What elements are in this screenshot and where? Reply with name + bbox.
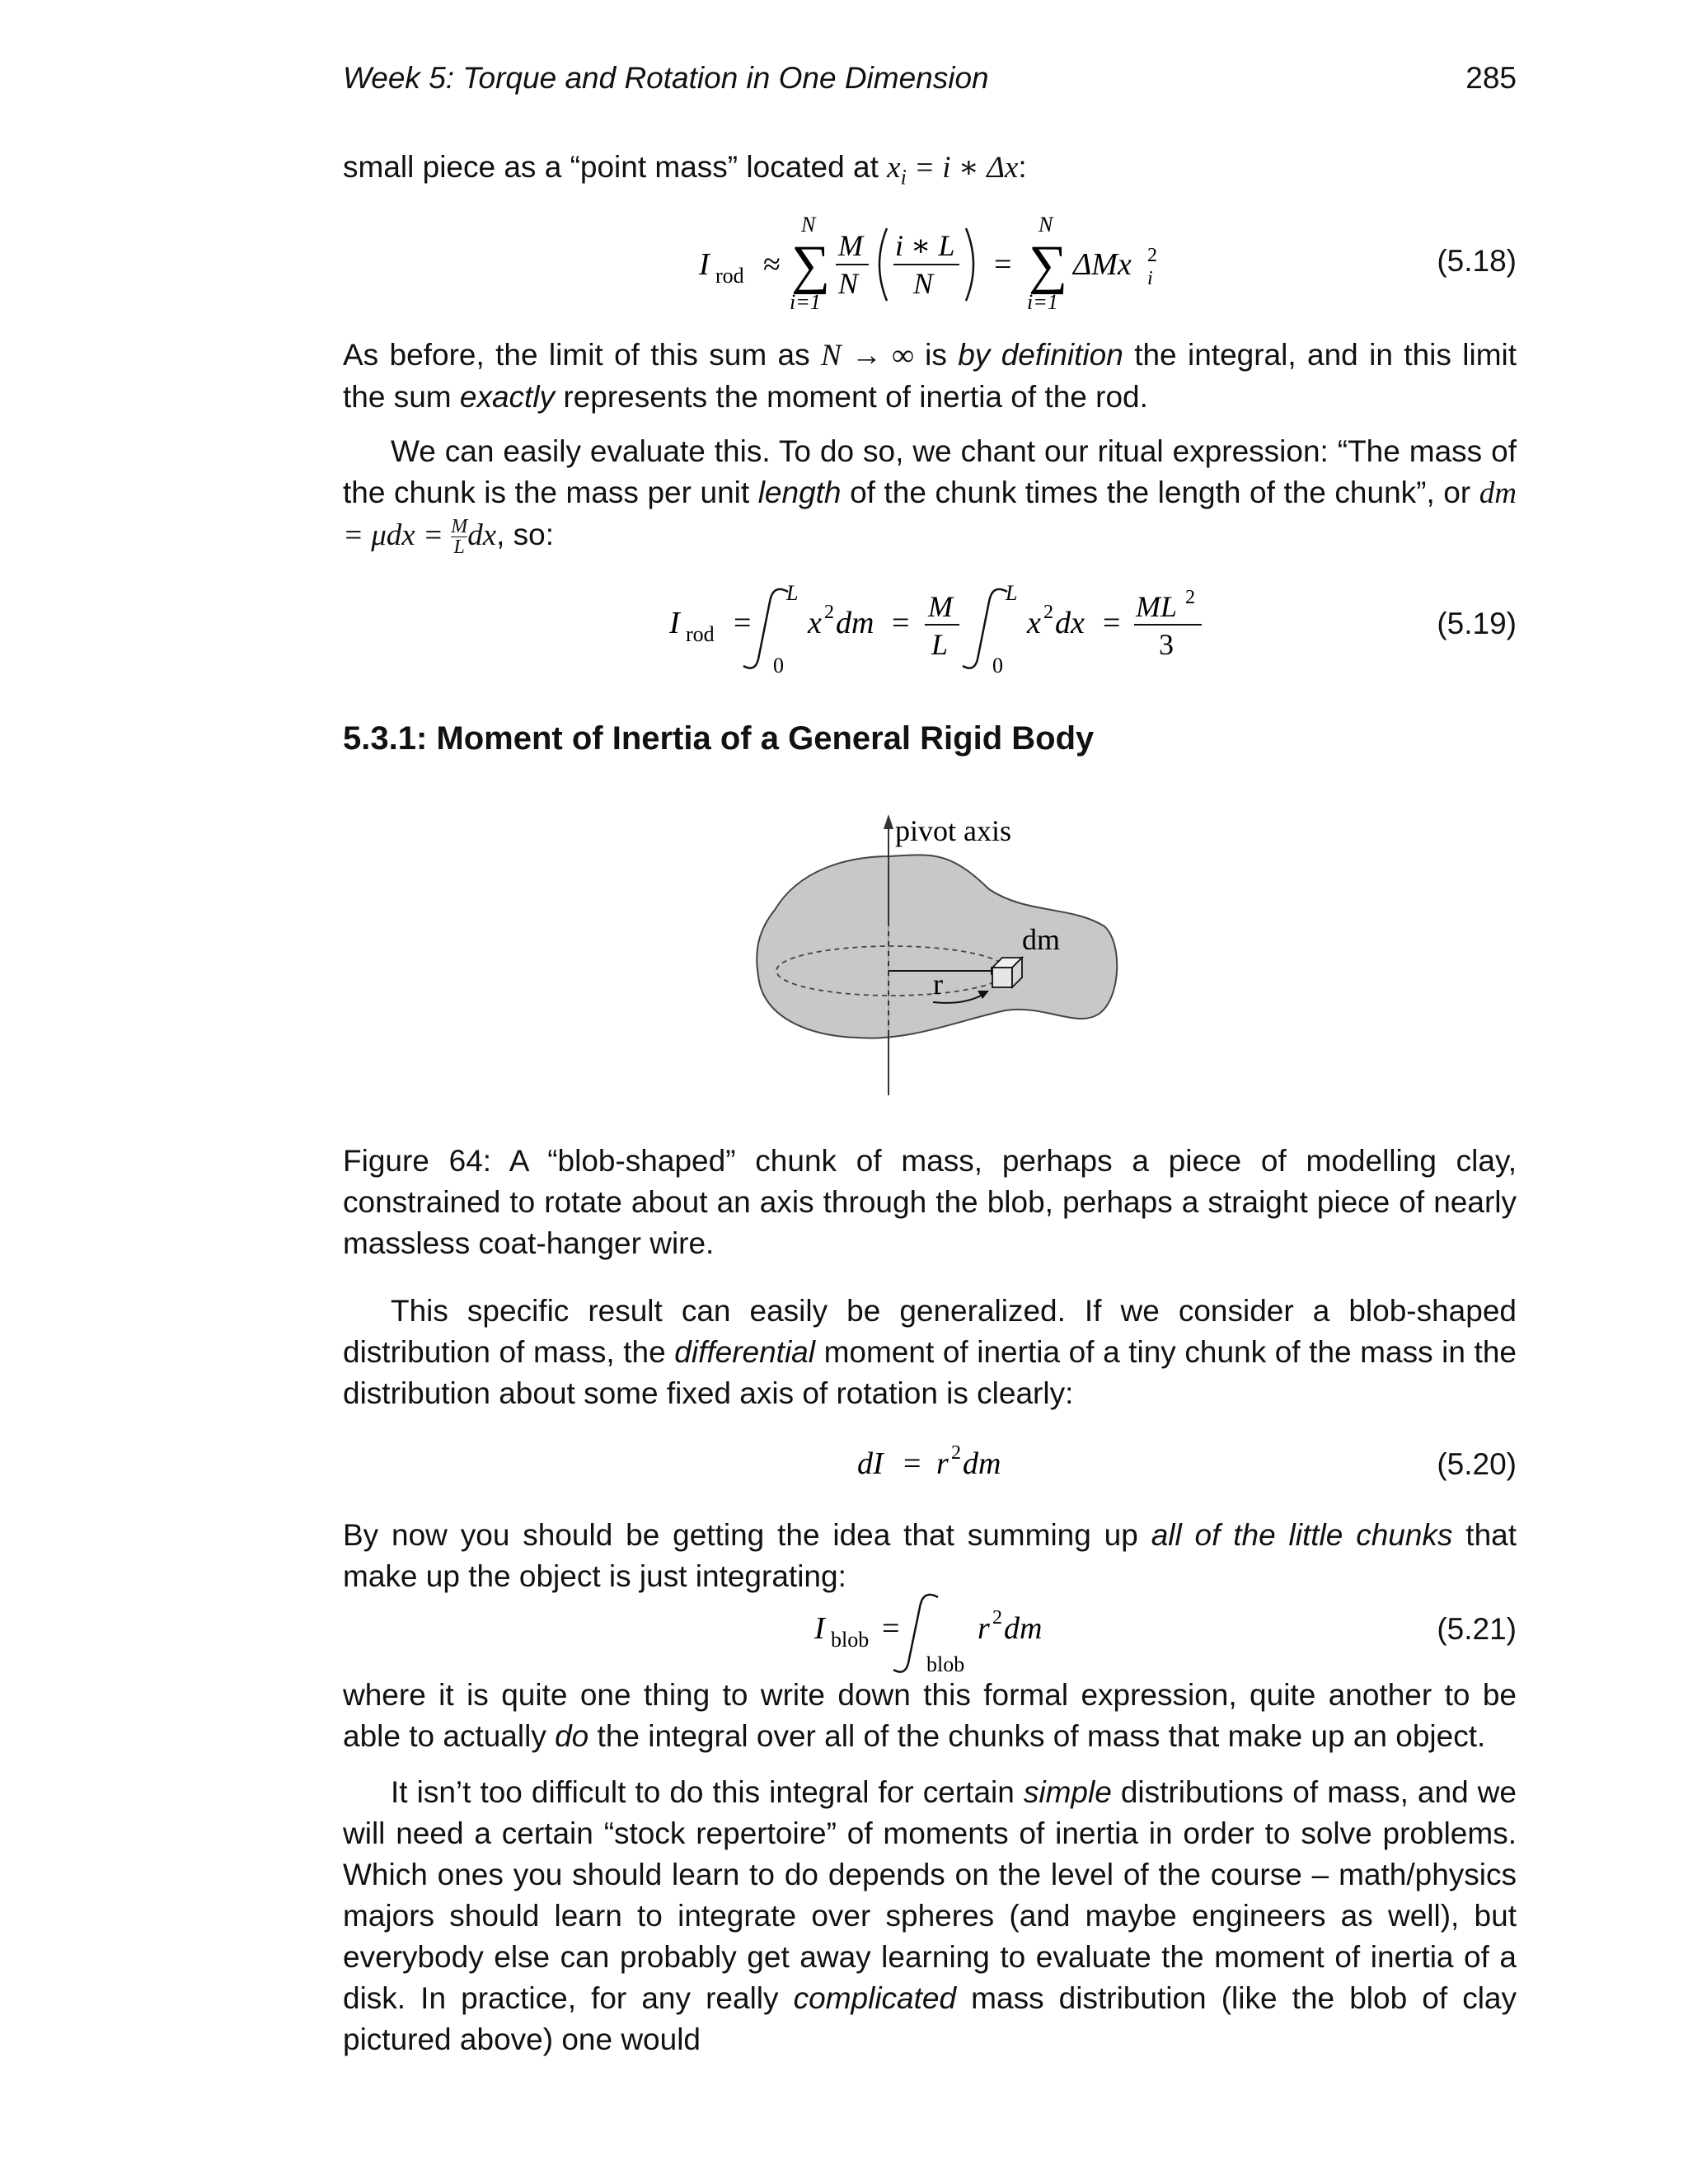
svg-text:ML: ML (1136, 590, 1178, 623)
svg-text:L: L (1006, 581, 1018, 605)
svg-text:∑: ∑ (791, 235, 831, 295)
figure-caption: Figure 64: A “blob-shaped” chunk of mass, perhaps a piece of modelling clay, constrained to rotate about an axis through the blob, perhaps a straight piece of nearly massless coat-hanger wire. (343, 1144, 1517, 1260)
svg-text:0: 0 (992, 654, 1003, 676)
equation-5-18 (697, 210, 1192, 317)
svg-text:=: = (892, 606, 910, 640)
svg-text:dm: dm (1004, 1611, 1043, 1646)
svg-text:I: I (699, 247, 710, 282)
paragraph-ritual: We can easily evaluate this. To do so, we chant our ritual expression: “The mass of the chunk is the mass per unit length of the chunk times the length of the chunk”, or dm = μdx = $\frac{M}{L}$ dx, so: (343, 434, 1517, 558)
svg-text:i: i (1147, 268, 1153, 289)
equation-5-21 (811, 1586, 1075, 1676)
equation-5-19 (666, 577, 1210, 676)
svg-text:=: = (994, 247, 1012, 282)
svg-text:ΔMx: ΔMx (1073, 247, 1132, 282)
svg-text:0: 0 (773, 654, 784, 676)
equation-number-5-18: (5.18) (1437, 244, 1517, 278)
label-dm: dm (1022, 923, 1061, 956)
svg-text:=: = (734, 606, 752, 640)
svg-text:N: N (913, 267, 934, 300)
svg-text:x: x (1027, 606, 1041, 640)
svg-text:M: M (838, 229, 863, 262)
axis-arrowhead (884, 814, 893, 829)
svg-text:2: 2 (992, 1607, 1002, 1629)
svg-text:≈: ≈ (763, 247, 781, 282)
paragraph-summing: By now you should be getting the idea that summing up all of the little chunks that make up the object is just integrating: (343, 1518, 1517, 1593)
paragraph-formal-expression: where it is quite one thing to write down this formal expression, quite another to be able to actually do the integral over all of the chunks of mass that make up an object. (343, 1678, 1517, 1753)
equation-5-20 (854, 1439, 1052, 1488)
svg-text:x: x (808, 606, 822, 640)
svg-text:rod: rod (686, 622, 715, 646)
figure-blob (742, 811, 1121, 1108)
page-number: 285 (1465, 61, 1517, 95)
svg-text:i ∗ L: i ∗ L (895, 229, 955, 262)
svg-text:dI: dI (857, 1446, 884, 1481)
svg-text:r: r (978, 1611, 990, 1646)
svg-text:2: 2 (951, 1442, 961, 1464)
section-heading: 5.3.1: Moment of Inertia of a General Rigid Body (343, 720, 1095, 757)
svg-text:N: N (801, 213, 816, 237)
svg-text:r: r (936, 1446, 949, 1481)
svg-text:rod: rod (715, 264, 744, 288)
equation-number-5-20: (5.20) (1437, 1447, 1517, 1481)
svg-text:2: 2 (824, 602, 834, 623)
svg-text:blob: blob (926, 1652, 965, 1676)
svg-text:i=1: i=1 (1027, 290, 1058, 314)
svg-text:I: I (669, 606, 680, 640)
paragraph-generalized: This specific result can easily be generalized. If we consider a blob-shaped distribution of mass, the differential moment of inertia of a tiny chunk of the mass in the distribution about some fixed axis of rotation is clearly: (343, 1294, 1517, 1410)
svg-text:dx: dx (1055, 606, 1085, 640)
svg-text:dm: dm (836, 606, 874, 640)
label-r: r (933, 968, 943, 1001)
svg-text:blob: blob (831, 1628, 870, 1652)
svg-text:L: L (786, 581, 799, 605)
svg-text:∑: ∑ (1029, 235, 1068, 295)
paragraph-limit: As before, the limit of this sum as N → ∞ is by definition the integral, and in this limit the sum exactly represents the moment of inertia of the rod. (343, 338, 1517, 414)
svg-text:=: = (903, 1446, 921, 1481)
svg-text:=: = (882, 1611, 900, 1646)
svg-text:3: 3 (1159, 628, 1174, 661)
paragraph-stock-repertoire: It isn’t too difficult to do this integral for certain simple distributions of mass, and we will need a certain “stock repertoire” of moments of inertia in order to solve problems. Which ones you should learn to do depends on the level of the course – math/physics majors should learn to integrate over spheres (and maybe engineers as well), but everybody else can probably get away learning to evaluate the moment of inertia of a disk. In practice, for any really complicated mass distribution (like the blob of clay pictured above) one would (343, 1775, 1517, 2056)
svg-text:2: 2 (1185, 587, 1195, 608)
running-header-title: Week 5: Torque and Rotation in One Dimension (343, 61, 989, 95)
svg-text:dm: dm (963, 1446, 1001, 1481)
svg-text:=: = (1103, 606, 1121, 640)
svg-text:M: M (928, 590, 953, 623)
equation-number-5-19: (5.19) (1437, 607, 1517, 640)
svg-text:L: L (931, 628, 949, 661)
svg-text:2: 2 (1043, 602, 1053, 623)
blob-shape (757, 855, 1117, 1038)
mass-element-cube (992, 958, 1022, 987)
svg-text:N: N (1039, 213, 1053, 237)
label-pivot-axis: pivot axis (895, 814, 1011, 847)
svg-text:2: 2 (1147, 245, 1157, 266)
equation-number-5-21: (5.21) (1437, 1612, 1517, 1646)
svg-text:i=1: i=1 (790, 290, 821, 314)
svg-text:I: I (814, 1611, 825, 1646)
svg-text:N: N (838, 267, 859, 300)
paragraph-point-mass: small piece as a “point mass” located at $x_i = i$ ∗ Δx: (343, 150, 1027, 190)
